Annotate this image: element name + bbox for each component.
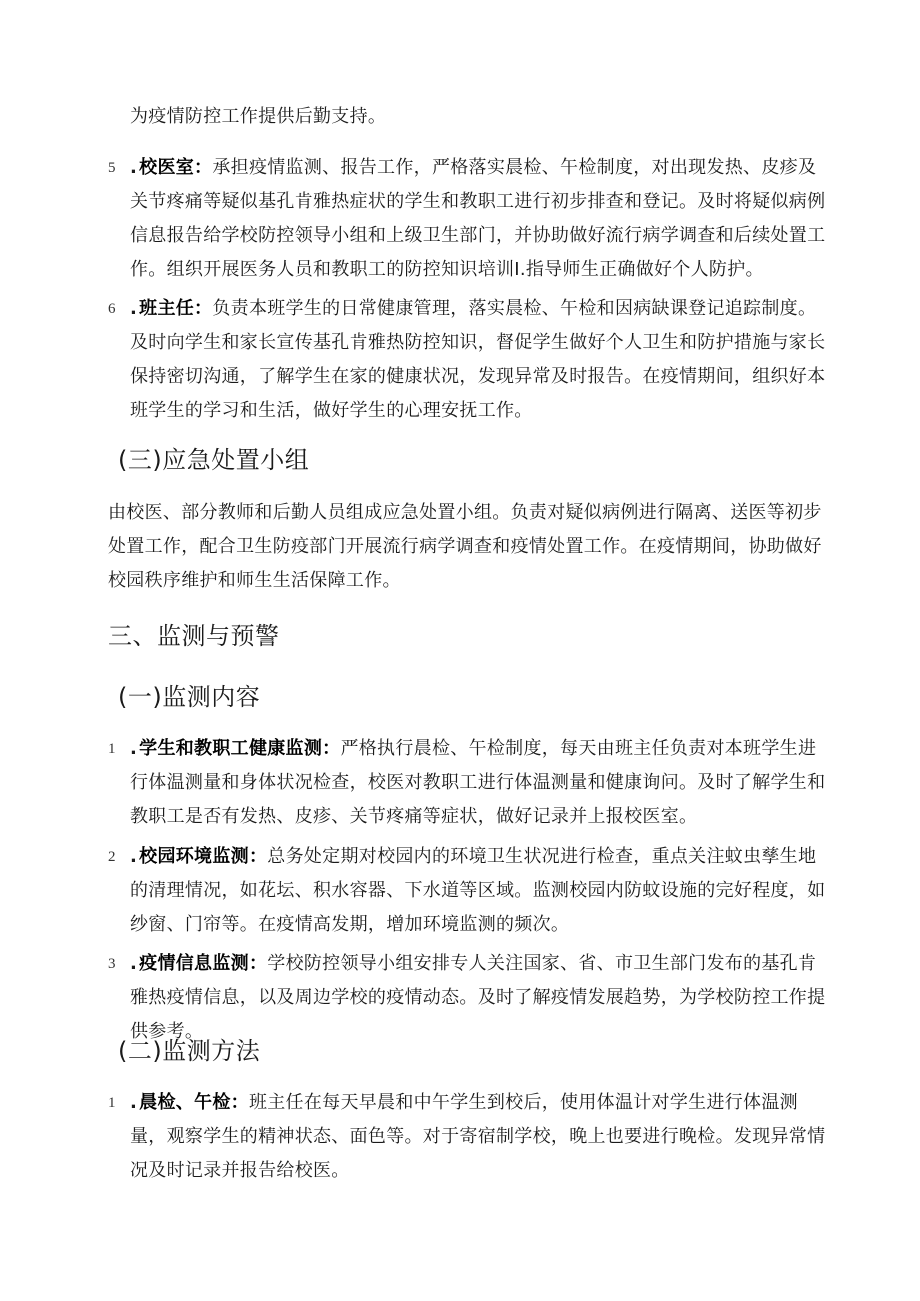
list-item-term: 疫情信息监测	[139, 953, 249, 974]
list-dot: .	[130, 738, 138, 759]
term-colon: ：	[322, 738, 341, 759]
list-number: 5	[108, 160, 116, 176]
term-colon: ：	[248, 846, 268, 867]
subsection-heading-emergency-team: (三)应急处置小组	[118, 446, 310, 474]
subsection-heading-monitoring-methods: (二)监测方法	[118, 1037, 261, 1065]
list-dot: .	[130, 846, 138, 867]
list-item-text: 班主任在每天早晨和中午学生到校后，使用体温计对学生进行体温测量，观察学生的精神状态、面色等。对于寄宿制学校，晚上也要进行晚检。发现异常情况及时记录并报告给校医。	[130, 1092, 826, 1181]
term-colon: ：	[194, 157, 213, 178]
list-item-body	[108, 840, 830, 942]
list-item-term: 学生和教职工健康监测	[139, 738, 323, 759]
list-number: 1	[108, 741, 116, 757]
list-item-school-clinic	[108, 151, 830, 287]
list-item-body	[108, 732, 830, 834]
list-number: 3	[108, 956, 116, 972]
list-item-environment-monitoring	[108, 840, 830, 942]
list-item-term: 校园环境监测	[139, 846, 249, 867]
list-number: 6	[108, 301, 116, 317]
list-item-text: 承担疫情监测、报告工作，严格落实晨检、午检制度，对出现发热、皮疹及关节疼痛等疑似基孔肯雅热症状的学生和教职工进行初步排查和登记。及时将疑似病例信息报告给学校防控领导小组和上级卫生部门，并协助做好流行病学调查和后续处置工作。组织开展医务人员和教职工的防控知识培训I.指导师生正确做好个人防护。	[130, 157, 826, 280]
subsection-heading-monitoring-content: (一)监测内容	[118, 683, 261, 711]
list-item-body	[108, 292, 830, 428]
emergency-team-paragraph: 由校医、部分教师和后勤人员组成应急处置小组。负责对疑似病例进行隔离、送医等初步处置工作，配合卫生防疫部门开展流行病学调查和疫情处置工作。在疫情期间，协助做好校园秩序维护和师生生活保障工作。	[108, 502, 822, 591]
list-item-text: 学校防控领导小组安排专人关注国家、省、市卫生部门发布的基孔肯雅热疫情信息，以及周边学校的疫情动态。及时了解疫情发展趋势，为学校防控工作提供参考。	[130, 953, 826, 1042]
list-item-text: 严格执行晨检、午检制度，每天由班主任负责对本班学生进行体温测量和身体状况检查，校医对教职工进行体温测量和健康询问。及时了解学生和教职工是否有发热、皮疹、关节疼痛等症状，做好记录并上报校医室。	[130, 738, 826, 827]
list-item-health-monitoring	[108, 732, 830, 834]
list-dot: .	[130, 1092, 138, 1113]
list-item-body	[108, 151, 830, 287]
list-item-term: 晨检、午检	[139, 1092, 231, 1113]
section-heading-monitoring: 三、监测与预警	[108, 622, 280, 650]
list-item-text: 负责本班学生的日常健康管理，落实晨检、午检和因病缺课登记追踪制度。及时向学生和家长宣传基孔肯雅热防控知识，督促学生做好个人卫生和防护措施与家长保持密切沟通，了解学生在家的健康状况，发现异常及时报告。在疫情期间，组织好本班学生的学习和生活，做好学生的心理安抚工作。	[130, 298, 826, 421]
list-dot: .	[130, 298, 138, 319]
list-item-term: 班主任	[139, 298, 195, 319]
term-colon: ：	[230, 1092, 249, 1113]
list-number: 2	[108, 849, 116, 865]
list-item-term: 校医室	[139, 157, 195, 178]
list-number: 1	[108, 1095, 116, 1111]
list-item-morning-noon-check	[108, 1086, 830, 1188]
list-dot: .	[130, 953, 138, 974]
continuation-paragraph: 为疫情防控工作提供后勤支持。	[130, 106, 387, 127]
list-item-text: 总务处定期对校园内的环境卫生状况进行检查，重点关注蚊虫孳生地的清理情况，如花坛、积水容器、下水道等区域。监测校园内防蚊设施的完好程度，如纱窗、门帘等。在疫情高发期，增加环境监测的频次。	[130, 846, 826, 935]
term-colon: ：	[248, 953, 268, 974]
list-item-head-teacher	[108, 292, 830, 428]
list-item-body	[108, 1086, 830, 1188]
list-dot: .	[130, 157, 138, 178]
term-colon: ：	[194, 298, 213, 319]
